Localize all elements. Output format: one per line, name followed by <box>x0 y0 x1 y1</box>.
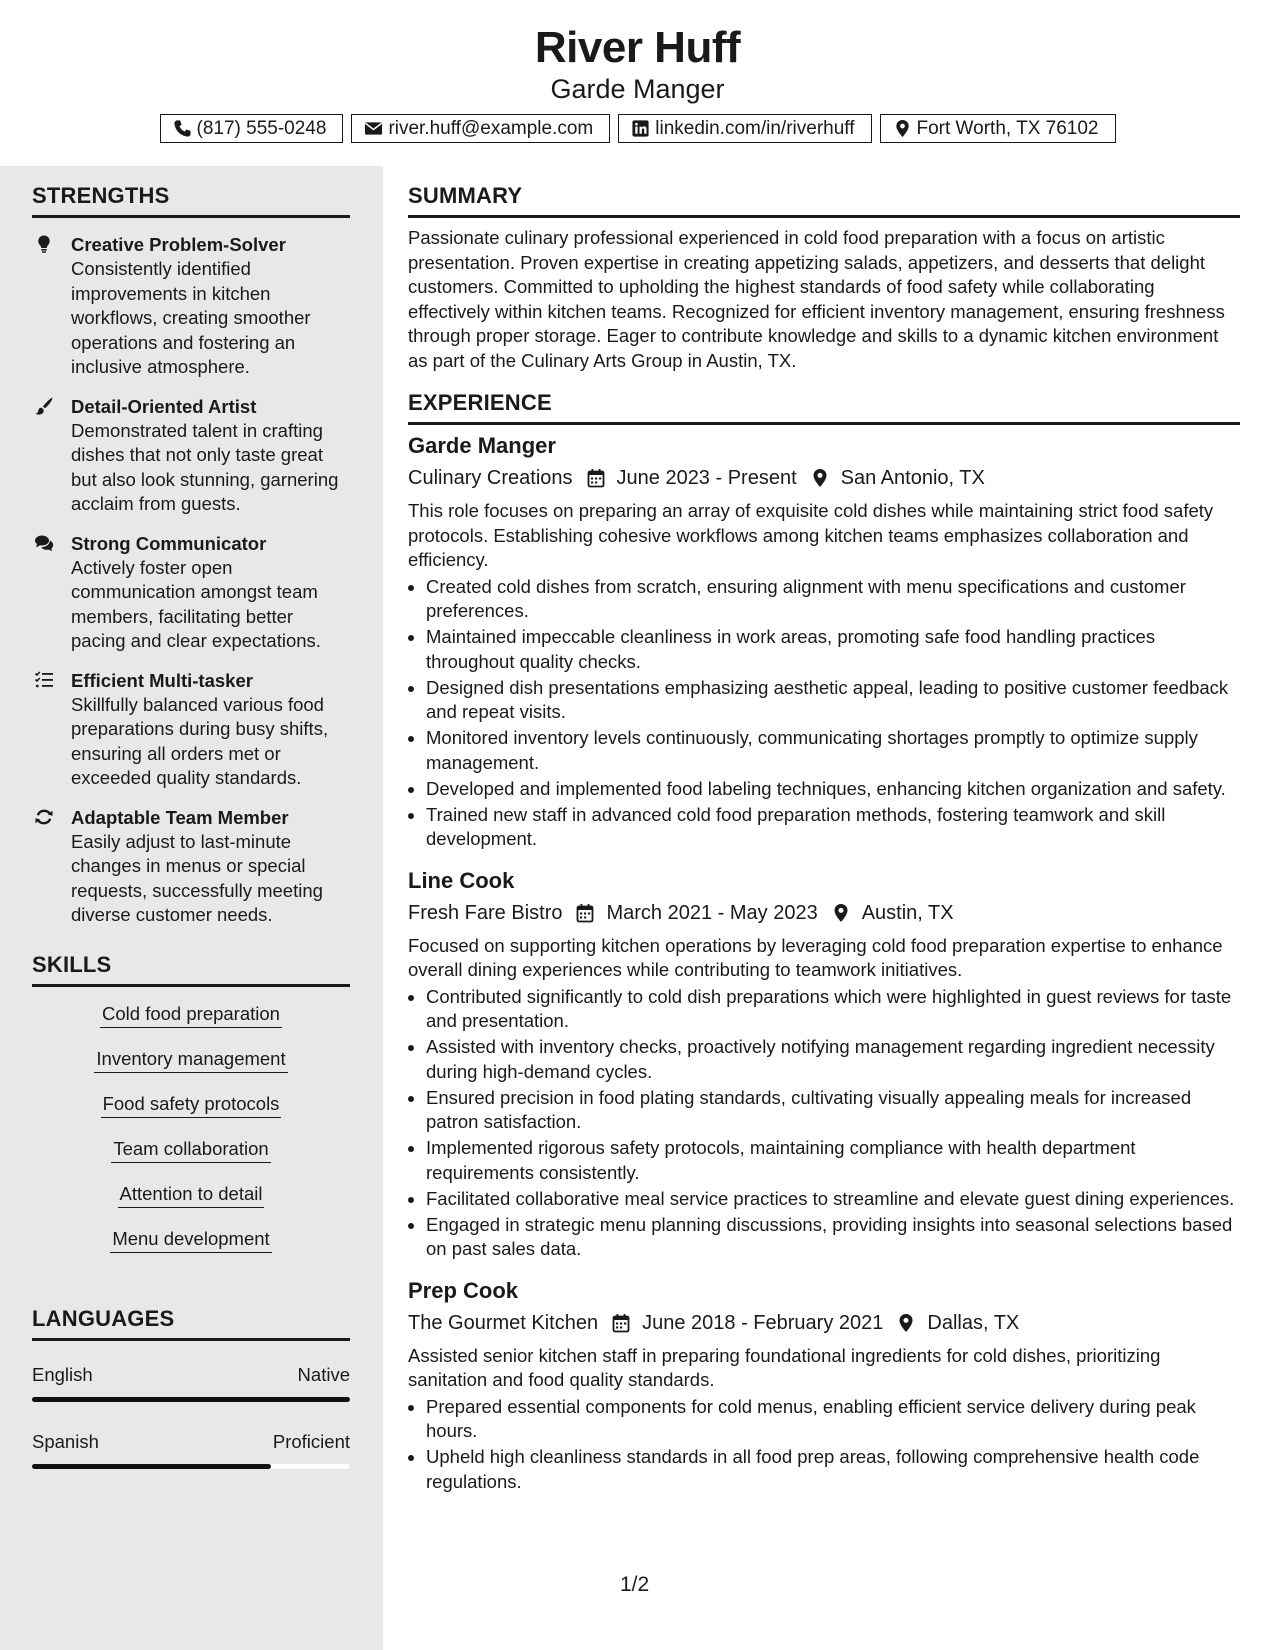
contact-phone-text: (817) 555-0248 <box>196 118 327 139</box>
strength-title: Adaptable Team Member <box>71 806 289 828</box>
sync-icon <box>34 807 54 827</box>
list-check-icon <box>34 670 54 690</box>
page-number: 1/2 <box>620 1573 650 1596</box>
comments-icon <box>34 533 54 553</box>
strength-item <box>32 394 350 517</box>
strength-item <box>32 232 350 380</box>
jobs-list <box>408 431 1240 1494</box>
language-proficiency-bar <box>32 1464 350 1469</box>
job-bullet: • Designed dish presentations emphasizing aesthetic appeal, leading to positive customer feedback and repeat visits. <box>426 676 1240 725</box>
skills-list <box>32 1001 350 1271</box>
strength-item <box>32 531 350 654</box>
contact-bar <box>0 114 1275 143</box>
job-bullet: • Prepared essential components for cold menus, enabling efficient service delivery during peak hours. <box>426 1395 1240 1444</box>
language-proficiency-fill <box>32 1464 271 1469</box>
languages-heading: LANGUAGES <box>32 1306 350 1341</box>
job-bullets <box>408 575 1240 852</box>
job-bullet: • Engaged in strategic menu planning discussions, providing insights into seasonal selections based on past sales data. <box>426 1213 1240 1262</box>
language-item <box>32 1430 350 1469</box>
contact-email-text: river.huff@example.com <box>388 118 594 139</box>
job-bullet: • Assisted with inventory checks, proactively notifying management regarding ingredient necessity during high-demand cycles. <box>426 1035 1240 1084</box>
job-meta <box>408 898 1240 928</box>
job-dates: March 2021 - May 2023 <box>606 901 818 924</box>
strength-title: Creative Problem-Solver <box>71 234 286 255</box>
strength-desc: Easily adjust to last-minute changes in menus or special requests, successfully meeting diverse customer needs. <box>71 830 323 925</box>
paintbrush-icon <box>34 396 54 416</box>
experience-heading: EXPERIENCE <box>408 390 1240 425</box>
strength-desc: Actively foster open communication amongst team members, facilitating better pacing and clear expectations. <box>71 556 321 651</box>
language-proficiency-fill <box>32 1397 350 1402</box>
map-pin-icon <box>810 468 830 488</box>
languages-section <box>32 1306 350 1469</box>
calendar-icon <box>586 468 606 488</box>
language-level: Native <box>297 1364 350 1385</box>
strength-desc: Consistently identified improvements in kitchen workflows, creating smoother operations and fostering an inclusive atmosphere. <box>71 258 311 377</box>
contact-linkedin[interactable] <box>618 114 871 143</box>
strengths-section <box>32 183 350 928</box>
envelope-icon <box>364 119 383 138</box>
job-title: Line Cook <box>408 867 515 893</box>
language-name: English <box>32 1364 93 1385</box>
skill-tag: Attention to detail <box>118 1181 265 1208</box>
skill-tag: Menu development <box>110 1226 271 1253</box>
contact-phone[interactable] <box>160 114 344 143</box>
contact-location[interactable] <box>880 114 1116 143</box>
calendar-icon <box>575 903 595 923</box>
strengths-heading: STRENGTHS <box>32 183 350 218</box>
skills-heading: SKILLS <box>32 952 350 987</box>
strength-item <box>32 805 350 928</box>
job-bullets <box>408 1395 1240 1495</box>
skills-section <box>32 952 350 1271</box>
job-location: Dallas, TX <box>927 1311 1020 1334</box>
language-level: Proficient <box>272 1431 350 1452</box>
job-description: Assisted senior kitchen staff in preparing foundational ingredients for cold dishes, prioritizing sanitation and food quality standards. <box>408 1344 1161 1390</box>
job-dates: June 2023 - Present <box>616 467 797 489</box>
skill-tag: Team collaboration <box>111 1136 270 1163</box>
job-bullet: • Developed and implemented food labeling techniques, enhancing kitchen organization and safety. <box>426 777 1240 802</box>
calendar-icon <box>611 1313 631 1333</box>
candidate-name: River Huff <box>534 23 741 72</box>
job-location: San Antonio, TX <box>840 467 985 489</box>
job-description: Focused on supporting kitchen operations by leveraging cold food preparation expertise to enhance overall dining experiences while contributing to teamwork initiatives. <box>408 934 1223 980</box>
skill-tag: Cold food preparation <box>100 1001 282 1028</box>
map-pin-icon <box>896 1313 916 1333</box>
language-proficiency-bar <box>32 1397 350 1402</box>
job-bullet: • Created cold dishes from scratch, ensuring alignment with menu specifications and customer preferences. <box>426 575 1240 624</box>
language-item <box>32 1363 350 1402</box>
job-bullet: • Implemented rigorous safety protocols, maintaining compliance with health department requirements consistently. <box>426 1136 1240 1185</box>
linkedin-icon <box>631 119 650 138</box>
language-name: Spanish <box>32 1431 99 1452</box>
job-meta <box>408 463 1240 493</box>
job-meta <box>408 1308 1240 1338</box>
lightbulb-icon <box>34 234 54 254</box>
map-pin-icon <box>893 119 912 138</box>
contact-linkedin-text: linkedin.com/in/riverhuff <box>655 118 855 139</box>
strength-item <box>32 668 350 791</box>
job-description: This role focuses on preparing an array of exquisite cold dishes while maintaining strict food safety protocols. Establishing cohesive workflows among kitchen teams emphasizes collaboration and efficiency. <box>408 500 1214 570</box>
job-bullet: • Maintained impeccable cleanliness in work areas, promoting safe food handling practices throughout quality checks. <box>426 625 1240 674</box>
job-bullet: • Monitored inventory levels continuously, communicating shortages promptly to optimize supply management. <box>426 726 1240 775</box>
job-bullet: • Contributed significantly to cold dish preparations which were highlighted in guest reviews for taste and presentation. <box>426 985 1240 1034</box>
job-bullet: • Upheld high cleanliness standards in all food prep areas, following comprehensive health code regulations. <box>426 1445 1240 1494</box>
resume-header <box>0 0 1275 166</box>
job-bullet: • Facilitated collaborative meal service practices to streamline and elevate guest dining experiences. <box>426 1187 1240 1212</box>
candidate-role: Garde Manger <box>550 74 725 104</box>
job-title: Prep Cook <box>408 1277 519 1303</box>
strength-title: Detail-Oriented Artist <box>71 395 257 417</box>
sidebar <box>0 166 383 1650</box>
contact-location-text: Fort Worth, TX 76102 <box>916 118 1099 139</box>
contact-email[interactable] <box>351 114 610 143</box>
job-bullets <box>408 985 1240 1262</box>
job-dates: June 2018 - February 2021 <box>642 1311 884 1334</box>
job-company: Fresh Fare Bistro <box>408 901 563 924</box>
job-bullet: • Ensured precision in food plating standards, cultivating visually appealing meals for increased patron satisfaction. <box>426 1086 1240 1135</box>
strength-title: Strong Communicator <box>71 532 267 554</box>
strength-title: Efficient Multi-tasker <box>71 669 253 691</box>
job-bullet: • Trained new staff in advanced cold food preparation methods, fostering teamwork and skill development. <box>426 803 1240 852</box>
main-content <box>408 183 1240 1496</box>
job-company: The Gourmet Kitchen <box>408 1311 599 1334</box>
job-location: Austin, TX <box>861 901 954 924</box>
job-entry <box>408 431 1240 852</box>
skill-tag: Food safety protocols <box>101 1091 282 1118</box>
map-pin-icon <box>831 903 851 923</box>
job-company: Culinary Creations <box>408 467 573 489</box>
job-entry <box>408 1276 1240 1495</box>
summary-heading: SUMMARY <box>408 183 1240 218</box>
strength-desc: Demonstrated talent in crafting dishes that not only taste great but also look stunning, garnering acclaim from guests. <box>71 419 339 514</box>
strength-desc: Skillfully balanced various food preparations during busy shifts, ensuring all orders met or exceeded quality standards. <box>71 693 329 788</box>
summary-text: Passionate culinary professional experienced in cold food preparation with a focus on artistic presentation. Proven expertise in creating appetizing salads, appetizers, and desserts that delight customers. Committed to upholding the highest standards of food safety while collaborating effectively within kitchen teams. Recognized for efficient inventory management, ensuring freshness through proper storage. Eager to contribute knowledge and skills to a dynamic kitchen environment as part of the Culinary Arts Group in Austin, TX. <box>408 227 1225 371</box>
job-entry <box>408 866 1240 1262</box>
job-title: Garde Manger <box>408 433 556 458</box>
phone-icon <box>173 119 192 138</box>
skill-tag: Inventory management <box>94 1046 287 1073</box>
